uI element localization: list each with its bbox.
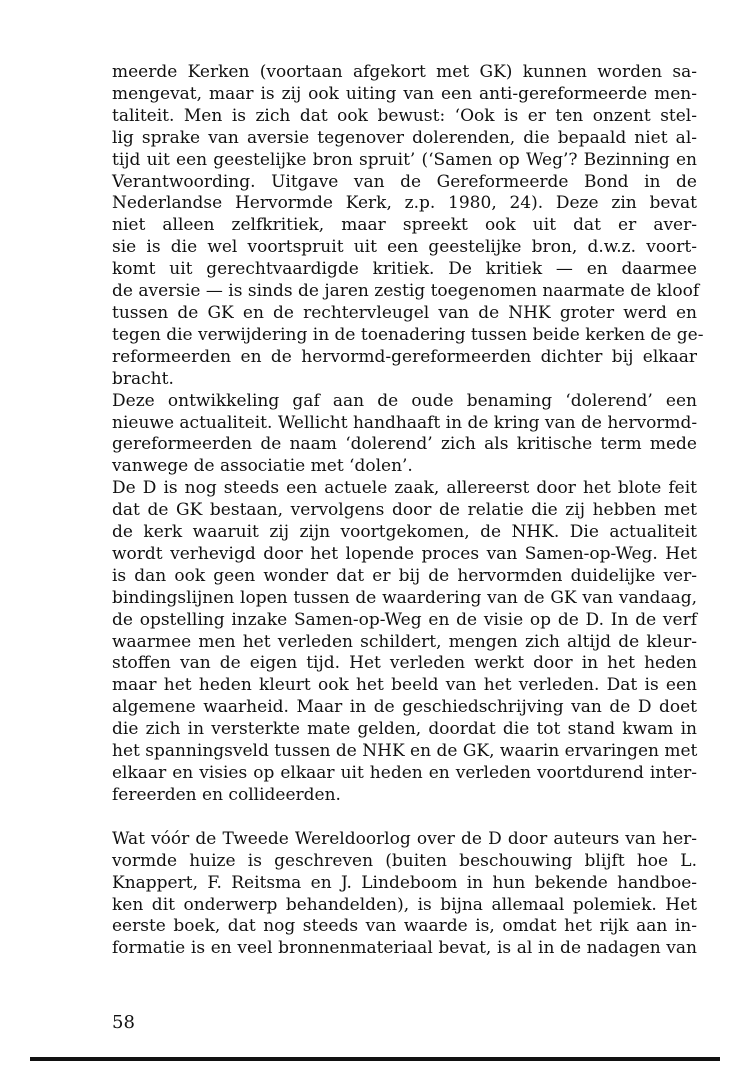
paragraph-1 bbox=[112, 62, 704, 391]
text-line: wordt verhevigd door het lopende proces van Samen-op-Weg. Het bbox=[112, 543, 697, 564]
text-line: maar het heden kleurt ook het beeld van het verleden. Dat is een bbox=[112, 675, 697, 696]
text-line: komt uit gerechtvaardigde kritiek. De kritiek — en daarmee bbox=[112, 259, 697, 280]
page-number: 58 bbox=[112, 1012, 135, 1033]
paragraph-spacer bbox=[112, 807, 697, 829]
text-line: fereerden en collideerden. bbox=[112, 784, 341, 805]
text-line: bracht. bbox=[112, 368, 174, 389]
text-line: reformeerden en de hervormd-gereformeerden dichter bij elkaar bbox=[112, 346, 697, 367]
text-line: eerste boek, dat nog steeds van waarde is, omdat het rijk aan in- bbox=[112, 916, 697, 937]
text-line: waarmee men het verleden schildert, mengen zich altijd de kleur- bbox=[112, 631, 697, 652]
paragraph-4 bbox=[112, 829, 697, 960]
text-line: Nederlandse Hervormde Kerk, z.p. 1980, 24). Deze zin bevat bbox=[112, 193, 697, 214]
text-line: niet alleen zelfkritiek, maar spreekt ook uit dat er aver- bbox=[112, 215, 697, 236]
text-line: is dan ook geen wonder dat er bij de hervormden duidelijke ver- bbox=[112, 565, 697, 586]
text-line: Wat vóór de Tweede Wereldoorlog over de D door auteurs van her- bbox=[112, 828, 697, 849]
text-line: elkaar en visies op elkaar uit heden en verleden voortdurend inter- bbox=[112, 763, 697, 783]
text-line: taliteit. Men is zich dat ook bewust: ‘Ook is er ten onzent stel- bbox=[112, 105, 697, 126]
text-line: algemene waarheid. Maar in de geschiedschrijving van de D doet bbox=[112, 697, 697, 718]
text-line: Deze ontwikkeling gaf aan de oude benaming ‘dolerend’ een bbox=[112, 390, 697, 411]
text-line: die zich in versterkte mate gelden, doordat die tot stand kwam in bbox=[112, 719, 697, 740]
body-text bbox=[112, 62, 704, 960]
text-line: meerde Kerken (voortaan afgekort met GK) kunnen worden sa- bbox=[112, 62, 697, 82]
bottom-rule bbox=[30, 1057, 720, 1061]
text-line: vormde huize is geschreven (buiten beschouwing blijft hoe L. bbox=[112, 850, 697, 871]
paragraph-2 bbox=[112, 391, 697, 479]
text-line: sie is die wel voortspruit uit een geestelijke bron, d.w.z. voort- bbox=[112, 237, 697, 258]
text-line: de kerk waaruit zij zijn voortgekomen, de NHK. Die actualiteit bbox=[112, 522, 697, 543]
text-line: gereformeerden de naam ‘dolerend’ zich als kritische term mede bbox=[112, 434, 697, 455]
text-line: formatie is en veel bronnenmateriaal bevat, is al in de nadagen van bbox=[112, 938, 697, 959]
text-line: tijd uit een geestelijke bron spruit’ (‘Samen op Weg’? Bezinning en bbox=[112, 149, 697, 170]
text-line: Verantwoording. Uitgave van de Gereformeerde Bond in de bbox=[112, 171, 697, 192]
text-line: Knappert, F. Reitsma en J. Lindeboom in hun bekende handboe- bbox=[112, 872, 697, 893]
text-line: lig sprake van aversie tegenover dolerenden, die bepaald niet al- bbox=[112, 127, 697, 148]
text-line: tegen die verwijdering in de toenadering tussen beide kerken de ge- bbox=[112, 324, 704, 345]
text-line: stoffen van de eigen tijd. Het verleden werkt door in het heden bbox=[112, 653, 697, 674]
text-line: vanwege de associatie met ‘dolen’. bbox=[112, 456, 413, 477]
text-line: mengevat, maar is zij ook uiting van een anti-gereformeerde men- bbox=[112, 83, 697, 104]
text-line: het spanningsveld tussen de NHK en de GK, waarin ervaringen met bbox=[112, 741, 698, 762]
text-line: de opstelling inzake Samen-op-Weg en de visie op de D. In de verf bbox=[112, 609, 697, 630]
text-line: De D is nog steeds een actuele zaak, allereerst door het blote feit bbox=[112, 478, 697, 499]
text-line: dat de GK bestaan, vervolgens door de relatie die zij hebben met bbox=[112, 500, 697, 521]
text-line: bindingslijnen lopen tussen de waardering van de GK van vandaag, bbox=[112, 587, 697, 608]
text-line: de aversie — is sinds de jaren zestig toegenomen naarmate de kloof bbox=[112, 281, 700, 302]
text-line: ken dit onderwerp behandelden), is bijna allemaal polemiek. Het bbox=[112, 894, 697, 915]
paragraph-3 bbox=[112, 478, 697, 807]
text-line: tussen de GK en de rechtervleugel van de NHK groter werd en bbox=[112, 302, 697, 323]
text-line: nieuwe actualiteit. Wellicht handhaaft in de kring van de hervormd- bbox=[112, 412, 698, 433]
